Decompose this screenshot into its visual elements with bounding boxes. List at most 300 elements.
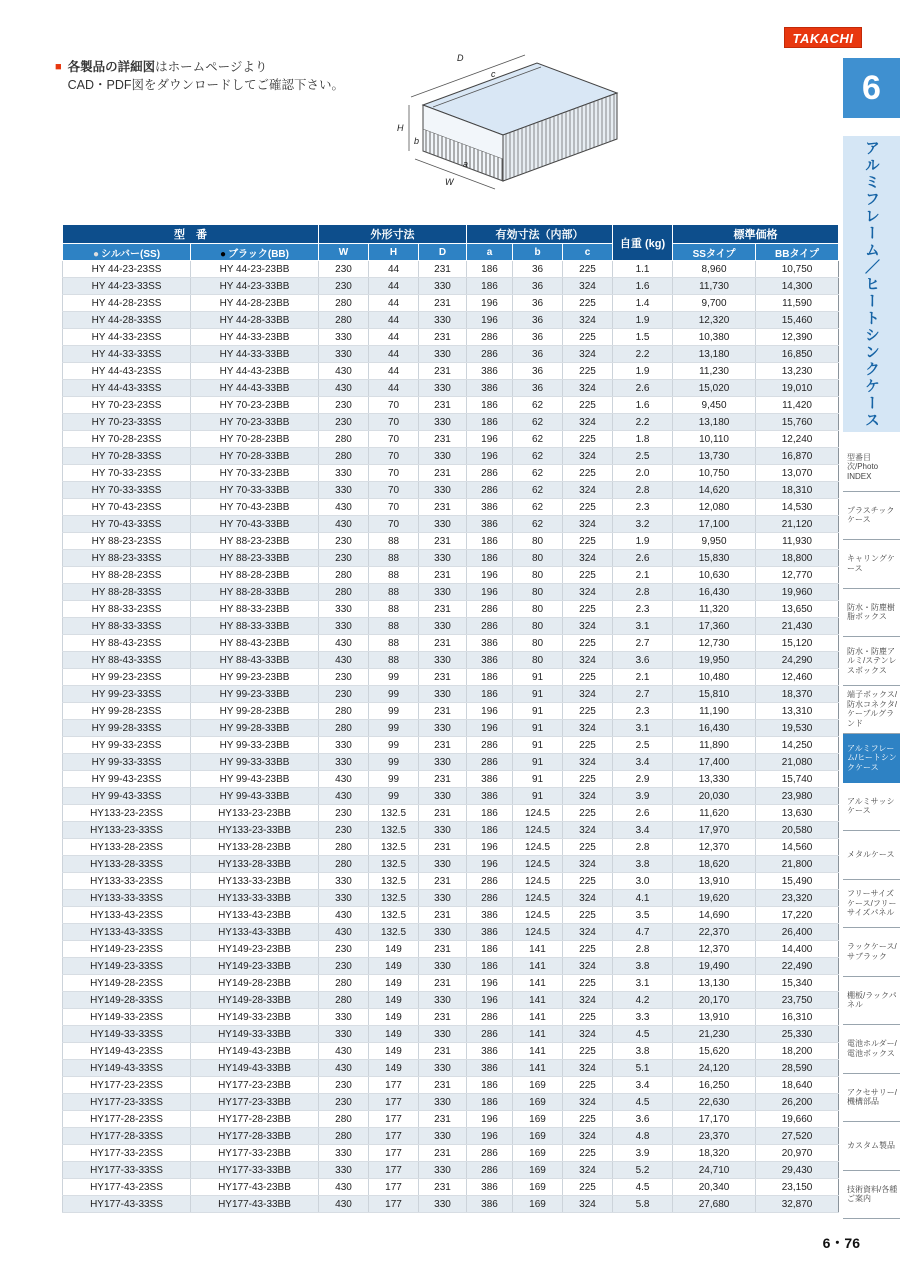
takachi-logo: TAKACHI <box>784 27 862 48</box>
dim-c: 324 <box>563 1026 613 1043</box>
dim-h: 88 <box>369 652 419 669</box>
price-bb: 24,290 <box>756 652 839 669</box>
price-ss: 12,080 <box>673 499 756 516</box>
model-bb: HY177-28-33BB <box>191 1128 319 1145</box>
dim-d: 231 <box>419 873 467 890</box>
model-bb: HY 44-33-33BB <box>191 346 319 363</box>
sidebar-item[interactable] <box>843 540 900 589</box>
model-ss: HY177-23-33SS <box>63 1094 191 1111</box>
dim-a: 286 <box>467 1026 513 1043</box>
dim-w: 330 <box>319 737 369 754</box>
model-ss: HY 99-23-33SS <box>63 686 191 703</box>
dim-a: 186 <box>467 941 513 958</box>
dim-w: 430 <box>319 363 369 380</box>
dim-h: 149 <box>369 1026 419 1043</box>
dim-c: 324 <box>563 346 613 363</box>
weight: 2.3 <box>613 601 673 618</box>
sidebar-item[interactable] <box>843 1122 900 1171</box>
weight: 3.3 <box>613 1009 673 1026</box>
dim-d: 231 <box>419 669 467 686</box>
price-bb: 23,980 <box>756 788 839 805</box>
price-bb: 16,310 <box>756 1009 839 1026</box>
dim-h: 99 <box>369 686 419 703</box>
dim-c: 324 <box>563 924 613 941</box>
model-ss: HY 88-23-33SS <box>63 550 191 567</box>
dim-c: 225 <box>563 1145 613 1162</box>
weight: 2.7 <box>613 635 673 652</box>
sidebar-item[interactable] <box>843 977 900 1026</box>
model-bb: HY149-28-23BB <box>191 975 319 992</box>
dim-w: 280 <box>319 703 369 720</box>
model-ss: HY 70-43-33SS <box>63 516 191 533</box>
table-row <box>63 771 839 788</box>
dim-w: 330 <box>319 754 369 771</box>
dim-h: 44 <box>369 346 419 363</box>
dim-a: 386 <box>467 1179 513 1196</box>
dim-label-b: b <box>414 136 420 146</box>
dim-a: 286 <box>467 737 513 754</box>
price-bb: 19,660 <box>756 1111 839 1128</box>
table-row <box>63 533 839 550</box>
header-d: D <box>419 244 467 261</box>
price-bb: 13,310 <box>756 703 839 720</box>
model-ss: HY149-43-33SS <box>63 1060 191 1077</box>
model-ss: HY177-23-23SS <box>63 1077 191 1094</box>
weight: 1.9 <box>613 533 673 550</box>
model-bb: HY 44-28-23BB <box>191 295 319 312</box>
dim-h: 44 <box>369 380 419 397</box>
table-row <box>63 431 839 448</box>
table-row <box>63 295 839 312</box>
dim-c: 324 <box>563 754 613 771</box>
table-row <box>63 312 839 329</box>
dim-b: 141 <box>513 1043 563 1060</box>
dim-h: 70 <box>369 516 419 533</box>
price-ss: 12,730 <box>673 635 756 652</box>
dim-d: 330 <box>419 346 467 363</box>
model-bb: HY177-23-33BB <box>191 1094 319 1111</box>
dim-h: 44 <box>369 329 419 346</box>
model-ss: HY149-23-23SS <box>63 941 191 958</box>
model-ss: HY 70-28-23SS <box>63 431 191 448</box>
dim-w: 430 <box>319 652 369 669</box>
price-ss: 11,190 <box>673 703 756 720</box>
dim-w: 280 <box>319 431 369 448</box>
dim-b: 124.5 <box>513 924 563 941</box>
table-row <box>63 448 839 465</box>
dim-b: 124.5 <box>513 822 563 839</box>
dim-w: 430 <box>319 924 369 941</box>
model-bb: HY 88-23-23BB <box>191 533 319 550</box>
dim-b: 91 <box>513 737 563 754</box>
table-row <box>63 907 839 924</box>
dim-h: 88 <box>369 550 419 567</box>
price-bb: 15,120 <box>756 635 839 652</box>
dim-a: 386 <box>467 635 513 652</box>
model-ss: HY 44-33-23SS <box>63 329 191 346</box>
price-bb: 20,580 <box>756 822 839 839</box>
model-bb: HY 70-28-33BB <box>191 448 319 465</box>
price-bb: 13,230 <box>756 363 839 380</box>
model-bb: HY149-23-33BB <box>191 958 319 975</box>
model-ss: HY 70-28-33SS <box>63 448 191 465</box>
model-bb: HY 99-23-23BB <box>191 669 319 686</box>
model-ss: HY 99-33-33SS <box>63 754 191 771</box>
price-bb: 17,220 <box>756 907 839 924</box>
sidebar-item-label: アルミサッシケース <box>847 796 895 816</box>
model-bb: HY 44-33-23BB <box>191 329 319 346</box>
dim-d: 231 <box>419 397 467 414</box>
dim-h: 99 <box>369 703 419 720</box>
model-ss: HY 99-28-23SS <box>63 703 191 720</box>
dim-a: 286 <box>467 873 513 890</box>
section-tab[interactable]: 6 <box>843 58 900 118</box>
dim-h: 149 <box>369 941 419 958</box>
price-bb: 20,970 <box>756 1145 839 1162</box>
dim-a: 196 <box>467 856 513 873</box>
model-bb: HY177-33-23BB <box>191 1145 319 1162</box>
model-bb: HY 88-33-23BB <box>191 601 319 618</box>
dim-label-W: W <box>445 177 454 187</box>
model-bb: HY 88-43-23BB <box>191 635 319 652</box>
weight: 3.9 <box>613 788 673 805</box>
sidebar-item[interactable] <box>843 928 900 977</box>
sidebar-item[interactable] <box>843 783 900 832</box>
price-bb: 14,250 <box>756 737 839 754</box>
dim-a: 386 <box>467 771 513 788</box>
header-w: W <box>319 244 369 261</box>
dim-c: 225 <box>563 1077 613 1094</box>
dim-d: 330 <box>419 1094 467 1111</box>
dim-h: 88 <box>369 533 419 550</box>
section-title-vertical: アルミフレーム／ヒートシンクケース <box>843 136 900 432</box>
price-bb: 13,650 <box>756 601 839 618</box>
dim-d: 330 <box>419 550 467 567</box>
dim-a: 186 <box>467 550 513 567</box>
model-bb: HY149-28-33BB <box>191 992 319 1009</box>
dim-a: 386 <box>467 924 513 941</box>
dim-c: 225 <box>563 533 613 550</box>
price-ss: 19,490 <box>673 958 756 975</box>
weight: 2.8 <box>613 482 673 499</box>
dim-c: 225 <box>563 465 613 482</box>
price-ss: 10,110 <box>673 431 756 448</box>
sidebar-item[interactable] <box>843 831 900 880</box>
sidebar-item[interactable] <box>843 443 900 492</box>
table-row <box>63 635 839 652</box>
header-black <box>191 244 319 261</box>
sidebar-item[interactable] <box>843 686 900 735</box>
sidebar-item[interactable] <box>843 492 900 541</box>
weight: 2.7 <box>613 686 673 703</box>
dim-d: 330 <box>419 482 467 499</box>
model-bb: HY177-33-33BB <box>191 1162 319 1179</box>
model-bb: HY133-33-23BB <box>191 873 319 890</box>
header-silver-label: シルバー(SS) <box>100 248 161 260</box>
dim-label-H: H <box>397 123 404 133</box>
model-bb: HY 88-33-33BB <box>191 618 319 635</box>
dim-c: 324 <box>563 890 613 907</box>
dim-a: 196 <box>467 448 513 465</box>
dim-c: 324 <box>563 958 613 975</box>
model-ss: HY133-28-33SS <box>63 856 191 873</box>
model-bb: HY133-23-23BB <box>191 805 319 822</box>
table-row <box>63 278 839 295</box>
dim-a: 286 <box>467 482 513 499</box>
model-ss: HY133-23-23SS <box>63 805 191 822</box>
dim-d: 330 <box>419 380 467 397</box>
dim-a: 286 <box>467 346 513 363</box>
price-ss: 15,810 <box>673 686 756 703</box>
dim-d: 330 <box>419 1196 467 1213</box>
price-ss: 17,170 <box>673 1111 756 1128</box>
weight: 5.8 <box>613 1196 673 1213</box>
dim-h: 99 <box>369 737 419 754</box>
table-row <box>63 1145 839 1162</box>
dim-a: 386 <box>467 499 513 516</box>
sidebar-item[interactable] <box>843 589 900 638</box>
dim-h: 44 <box>369 295 419 312</box>
model-ss: HY 88-43-23SS <box>63 635 191 652</box>
table-row <box>63 397 839 414</box>
dim-h: 177 <box>369 1077 419 1094</box>
dim-h: 88 <box>369 618 419 635</box>
dim-b: 124.5 <box>513 907 563 924</box>
price-ss: 24,120 <box>673 1060 756 1077</box>
price-ss: 12,370 <box>673 839 756 856</box>
price-ss: 20,030 <box>673 788 756 805</box>
dim-a: 186 <box>467 261 513 278</box>
dim-w: 230 <box>319 669 369 686</box>
table-row <box>63 618 839 635</box>
dim-d: 330 <box>419 652 467 669</box>
price-ss: 15,620 <box>673 1043 756 1060</box>
sidebar-item[interactable] <box>843 1074 900 1123</box>
model-ss: HY177-43-33SS <box>63 1196 191 1213</box>
dim-b: 62 <box>513 499 563 516</box>
dim-a: 286 <box>467 1145 513 1162</box>
dim-b: 36 <box>513 329 563 346</box>
model-bb: HY 70-33-23BB <box>191 465 319 482</box>
dim-a: 196 <box>467 584 513 601</box>
dim-h: 70 <box>369 465 419 482</box>
weight: 5.1 <box>613 1060 673 1077</box>
dim-w: 230 <box>319 1077 369 1094</box>
sidebar-item[interactable] <box>843 1171 900 1220</box>
sidebar-item[interactable] <box>843 1025 900 1074</box>
table-row <box>63 1043 839 1060</box>
dim-w: 330 <box>319 618 369 635</box>
price-bb: 12,770 <box>756 567 839 584</box>
price-ss: 13,130 <box>673 975 756 992</box>
dim-w: 280 <box>319 975 369 992</box>
price-bb: 32,870 <box>756 1196 839 1213</box>
dim-c: 225 <box>563 1179 613 1196</box>
dim-a: 196 <box>467 703 513 720</box>
weight: 3.6 <box>613 652 673 669</box>
weight: 2.2 <box>613 414 673 431</box>
model-ss: HY149-43-23SS <box>63 1043 191 1060</box>
weight: 4.1 <box>613 890 673 907</box>
model-bb: HY 88-43-33BB <box>191 652 319 669</box>
weight: 2.3 <box>613 499 673 516</box>
model-ss: HY177-33-23SS <box>63 1145 191 1162</box>
note-line1-bold: 各製品の詳細図 <box>67 60 156 74</box>
model-ss: HY 88-43-33SS <box>63 652 191 669</box>
dim-w: 230 <box>319 958 369 975</box>
table-row <box>63 414 839 431</box>
price-bb: 23,750 <box>756 992 839 1009</box>
weight: 2.9 <box>613 771 673 788</box>
model-bb: HY 70-23-33BB <box>191 414 319 431</box>
price-bb: 18,640 <box>756 1077 839 1094</box>
dim-d: 330 <box>419 584 467 601</box>
dim-d: 231 <box>419 295 467 312</box>
dim-c: 324 <box>563 1162 613 1179</box>
price-bb: 12,390 <box>756 329 839 346</box>
dim-d: 231 <box>419 431 467 448</box>
price-ss: 9,950 <box>673 533 756 550</box>
dim-c: 225 <box>563 737 613 754</box>
table-row <box>63 601 839 618</box>
price-bb: 12,460 <box>756 669 839 686</box>
table-row <box>63 839 839 856</box>
price-ss: 27,680 <box>673 1196 756 1213</box>
header-silver <box>63 244 191 261</box>
dim-b: 36 <box>513 363 563 380</box>
dim-b: 169 <box>513 1196 563 1213</box>
model-bb: HY133-28-23BB <box>191 839 319 856</box>
model-ss: HY177-28-33SS <box>63 1128 191 1145</box>
dim-b: 169 <box>513 1145 563 1162</box>
dim-b: 169 <box>513 1094 563 1111</box>
note-line2: CAD・PDF図をダウンロードしてご確認下さい。 <box>67 78 345 92</box>
dim-w: 430 <box>319 380 369 397</box>
dim-a: 196 <box>467 992 513 1009</box>
dim-a: 186 <box>467 1077 513 1094</box>
header-ss-type: SSタイプ <box>673 244 756 261</box>
model-ss: HY133-43-33SS <box>63 924 191 941</box>
table-row <box>63 941 839 958</box>
dim-w: 280 <box>319 839 369 856</box>
price-ss: 16,430 <box>673 584 756 601</box>
model-ss: HY 70-33-33SS <box>63 482 191 499</box>
model-bb: HY133-43-23BB <box>191 907 319 924</box>
dim-b: 62 <box>513 465 563 482</box>
dim-d: 330 <box>419 618 467 635</box>
dim-b: 169 <box>513 1179 563 1196</box>
model-ss: HY133-28-23SS <box>63 839 191 856</box>
dim-c: 324 <box>563 992 613 1009</box>
dim-b: 141 <box>513 1009 563 1026</box>
model-bb: HY 44-23-33BB <box>191 278 319 295</box>
dim-c: 225 <box>563 1111 613 1128</box>
dim-w: 280 <box>319 856 369 873</box>
dim-w: 330 <box>319 1162 369 1179</box>
dim-d: 330 <box>419 720 467 737</box>
dim-b: 124.5 <box>513 890 563 907</box>
dim-w: 330 <box>319 482 369 499</box>
dim-d: 231 <box>419 975 467 992</box>
dim-w: 230 <box>319 533 369 550</box>
weight: 3.4 <box>613 822 673 839</box>
price-ss: 9,700 <box>673 295 756 312</box>
price-bb: 11,930 <box>756 533 839 550</box>
dim-d: 231 <box>419 737 467 754</box>
dim-h: 132.5 <box>369 890 419 907</box>
table-row <box>63 754 839 771</box>
model-bb: HY 88-23-33BB <box>191 550 319 567</box>
dim-b: 124.5 <box>513 805 563 822</box>
price-bb: 18,370 <box>756 686 839 703</box>
price-bb: 13,630 <box>756 805 839 822</box>
dim-c: 324 <box>563 822 613 839</box>
dim-h: 70 <box>369 397 419 414</box>
dim-a: 386 <box>467 1043 513 1060</box>
dim-b: 62 <box>513 414 563 431</box>
model-ss: HY149-33-33SS <box>63 1026 191 1043</box>
price-ss: 20,170 <box>673 992 756 1009</box>
dim-w: 430 <box>319 1196 369 1213</box>
price-bb: 11,420 <box>756 397 839 414</box>
model-ss: HY 99-28-33SS <box>63 720 191 737</box>
table-row <box>63 567 839 584</box>
price-ss: 10,380 <box>673 329 756 346</box>
price-bb: 18,200 <box>756 1043 839 1060</box>
dim-d: 231 <box>419 1111 467 1128</box>
weight: 3.6 <box>613 1111 673 1128</box>
weight: 1.9 <box>613 363 673 380</box>
dim-d: 330 <box>419 890 467 907</box>
price-bb: 19,530 <box>756 720 839 737</box>
model-bb: HY 44-43-23BB <box>191 363 319 380</box>
sidebar-item-label: 棚板/ラックパネル <box>847 990 897 1010</box>
table-row <box>63 363 839 380</box>
price-ss: 17,100 <box>673 516 756 533</box>
dim-w: 280 <box>319 567 369 584</box>
price-bb: 14,300 <box>756 278 839 295</box>
weight: 4.5 <box>613 1026 673 1043</box>
dim-a: 286 <box>467 601 513 618</box>
sidebar-item[interactable] <box>843 734 900 783</box>
model-ss: HY133-33-33SS <box>63 890 191 907</box>
model-bb: HY 99-28-23BB <box>191 703 319 720</box>
header-weight: 自重 (kg) <box>613 225 673 261</box>
model-bb: HY 70-43-33BB <box>191 516 319 533</box>
dim-c: 225 <box>563 499 613 516</box>
dim-a: 196 <box>467 1128 513 1145</box>
sidebar-item[interactable] <box>843 880 900 929</box>
weight: 3.9 <box>613 1145 673 1162</box>
dim-b: 80 <box>513 618 563 635</box>
dim-w: 280 <box>319 584 369 601</box>
price-bb: 19,960 <box>756 584 839 601</box>
table-row <box>63 465 839 482</box>
model-bb: HY 99-28-33BB <box>191 720 319 737</box>
dim-d: 231 <box>419 499 467 516</box>
dim-c: 324 <box>563 652 613 669</box>
header-outer-dims-group: 外形寸法 <box>319 225 467 244</box>
sidebar-item[interactable] <box>843 637 900 686</box>
weight: 2.6 <box>613 380 673 397</box>
dim-c: 225 <box>563 907 613 924</box>
price-bb: 23,150 <box>756 1179 839 1196</box>
sidebar-item-label: 電池ホルダー/電池ボックス <box>847 1039 897 1058</box>
dim-h: 88 <box>369 601 419 618</box>
price-ss: 17,970 <box>673 822 756 839</box>
dim-h: 132.5 <box>369 856 419 873</box>
dim-d: 231 <box>419 533 467 550</box>
